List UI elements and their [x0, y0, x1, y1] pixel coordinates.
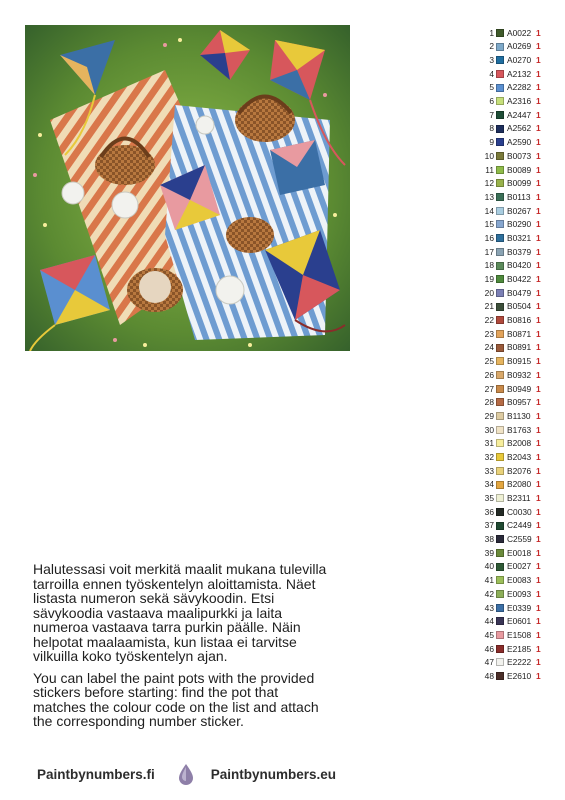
color-index: 37	[484, 520, 494, 531]
brand-eu: Paintbynumbers.eu	[210, 766, 337, 782]
color-quantity: 1	[536, 164, 541, 175]
color-swatch	[496, 549, 504, 557]
color-index: 44	[484, 616, 494, 627]
color-code: C2559	[507, 534, 532, 545]
color-row	[478, 560, 560, 574]
color-index: 32	[484, 451, 494, 462]
color-row	[478, 286, 560, 300]
color-row	[478, 163, 560, 177]
color-quantity: 1	[536, 109, 541, 120]
color-code: A0022	[507, 27, 532, 38]
color-row	[478, 218, 560, 232]
color-quantity: 1	[536, 301, 541, 312]
color-index: 22	[484, 315, 494, 326]
color-code: B1130	[507, 410, 531, 421]
color-row	[478, 53, 560, 67]
color-code: A2132	[507, 68, 532, 79]
color-index: 1	[489, 27, 494, 38]
color-row	[478, 546, 560, 560]
color-swatch	[496, 604, 504, 612]
color-row	[478, 601, 560, 615]
color-quantity: 1	[536, 561, 541, 572]
color-row	[478, 437, 560, 451]
color-swatch	[496, 29, 504, 37]
color-quantity: 1	[536, 232, 541, 243]
color-swatch	[496, 84, 504, 92]
color-quantity: 1	[536, 55, 541, 66]
color-quantity: 1	[536, 534, 541, 545]
color-code: E2222	[507, 657, 532, 668]
color-swatch	[496, 467, 504, 475]
color-quantity: 1	[536, 287, 541, 298]
color-code: B0099	[507, 178, 532, 189]
color-quantity: 1	[536, 137, 541, 148]
color-quantity: 1	[536, 205, 541, 216]
color-index: 25	[484, 356, 494, 367]
color-swatch	[496, 97, 504, 105]
color-row	[478, 81, 560, 95]
color-code: B0504	[507, 301, 532, 312]
color-index: 6	[489, 96, 494, 107]
color-swatch	[496, 125, 504, 133]
color-swatch	[496, 672, 504, 680]
color-row	[478, 94, 560, 108]
color-code: B0957	[507, 397, 532, 408]
color-code: B0871	[507, 328, 532, 339]
color-index: 14	[484, 205, 494, 216]
color-row	[478, 656, 560, 670]
color-row	[478, 40, 560, 54]
color-quantity: 1	[536, 41, 541, 52]
color-code: B0089	[507, 164, 532, 175]
color-row	[478, 478, 560, 492]
color-row	[478, 628, 560, 642]
color-index: 38	[484, 534, 494, 545]
color-row	[478, 177, 560, 191]
color-index: 4	[489, 68, 494, 79]
color-code: E0339	[507, 602, 532, 613]
color-swatch	[496, 344, 504, 352]
color-row	[478, 464, 560, 478]
color-quantity: 1	[536, 315, 541, 326]
color-code: E0027	[507, 561, 532, 572]
color-swatch	[496, 111, 504, 119]
color-index: 28	[484, 397, 494, 408]
color-swatch	[496, 385, 504, 393]
color-row	[478, 272, 560, 286]
color-index: 42	[484, 588, 494, 599]
color-quantity: 1	[536, 150, 541, 161]
color-index: 5	[489, 82, 494, 93]
color-index: 36	[484, 506, 494, 517]
color-index: 29	[484, 410, 494, 421]
color-swatch	[496, 617, 504, 625]
color-swatch	[496, 152, 504, 160]
color-swatch	[496, 481, 504, 489]
color-swatch	[496, 289, 504, 297]
color-swatch	[496, 398, 504, 406]
color-quantity: 1	[536, 383, 541, 394]
color-row	[478, 67, 560, 81]
color-code: B2080	[507, 479, 532, 490]
picnic-artwork	[25, 25, 350, 351]
color-quantity: 1	[536, 82, 541, 93]
color-quantity: 1	[536, 602, 541, 613]
color-quantity: 1	[536, 670, 541, 681]
color-index: 3	[489, 55, 494, 66]
color-index: 8	[489, 123, 494, 134]
color-row	[478, 587, 560, 601]
color-swatch	[496, 453, 504, 461]
color-row	[478, 355, 560, 369]
instructions	[33, 562, 333, 736]
color-index: 13	[484, 191, 494, 202]
color-quantity: 1	[536, 342, 541, 353]
color-row	[478, 300, 560, 314]
color-quantity: 1	[536, 438, 541, 449]
color-swatch	[496, 535, 504, 543]
color-swatch	[496, 563, 504, 571]
color-quantity: 1	[536, 493, 541, 504]
color-code: C2449	[507, 520, 532, 531]
color-code: B0267	[507, 205, 532, 216]
color-code: B0479	[507, 287, 532, 298]
color-code: B0816	[507, 315, 532, 326]
color-swatch	[496, 179, 504, 187]
color-code: B0113	[507, 191, 531, 202]
color-swatch	[496, 645, 504, 653]
color-index: 35	[484, 493, 494, 504]
color-quantity: 1	[536, 96, 541, 107]
color-swatch	[496, 412, 504, 420]
color-swatch	[496, 590, 504, 598]
color-index: 26	[484, 369, 494, 380]
color-code: B2311	[507, 493, 531, 504]
color-index: 11	[485, 164, 494, 175]
color-quantity: 1	[536, 246, 541, 257]
color-row	[478, 136, 560, 150]
color-code: B1763	[507, 424, 532, 435]
color-swatch	[496, 371, 504, 379]
color-code: E0018	[507, 547, 532, 558]
color-swatch	[496, 262, 504, 270]
color-swatch	[496, 70, 504, 78]
color-index: 16	[484, 232, 494, 243]
color-quantity: 1	[536, 397, 541, 408]
color-row	[478, 149, 560, 163]
color-code: B2008	[507, 438, 532, 449]
color-index: 47	[484, 657, 494, 668]
color-quantity: 1	[536, 191, 541, 202]
color-swatch	[496, 522, 504, 530]
color-index: 45	[484, 629, 494, 640]
color-index: 12	[484, 178, 494, 189]
color-swatch	[496, 303, 504, 311]
color-code: E0601	[507, 616, 532, 627]
color-code: E0083	[507, 575, 532, 586]
color-swatch	[496, 439, 504, 447]
color-index: 24	[484, 342, 494, 353]
color-row	[478, 396, 560, 410]
color-swatch	[496, 193, 504, 201]
color-swatch	[496, 316, 504, 324]
color-index: 46	[484, 643, 494, 654]
color-index: 30	[484, 424, 494, 435]
color-index: 23	[484, 328, 494, 339]
color-row	[478, 669, 560, 683]
color-quantity: 1	[536, 643, 541, 654]
color-swatch	[496, 508, 504, 516]
color-swatch	[496, 248, 504, 256]
color-swatch	[496, 631, 504, 639]
color-row	[478, 204, 560, 218]
color-code: B0891	[507, 342, 532, 353]
color-row	[478, 409, 560, 423]
color-swatch	[496, 166, 504, 174]
color-quantity: 1	[536, 629, 541, 640]
color-quantity: 1	[536, 575, 541, 586]
color-row	[478, 26, 560, 40]
color-row	[478, 491, 560, 505]
instructions-english: You can label the paint pots with the provided stickers before starting: find the pot that matches the colour code on the list and attach the corresponding number sticker.	[33, 669, 319, 729]
color-index: 39	[484, 547, 494, 558]
color-row	[478, 450, 560, 464]
color-quantity: 1	[536, 274, 541, 285]
color-code: B0422	[507, 274, 532, 285]
color-code: E2185	[507, 643, 532, 654]
color-index: 2	[489, 41, 494, 52]
artwork-image	[25, 25, 350, 351]
color-quantity: 1	[536, 410, 541, 421]
color-code: B0949	[507, 383, 532, 394]
color-swatch	[496, 275, 504, 283]
color-code: B2076	[507, 465, 532, 476]
color-swatch	[496, 330, 504, 338]
color-code: E0093	[507, 588, 532, 599]
color-quantity: 1	[536, 68, 541, 79]
color-code: B0915	[507, 356, 532, 367]
color-index: 33	[484, 465, 494, 476]
color-code: B0321	[507, 232, 532, 243]
instructions-finnish: Halutessasi voit merkitä maalit mukana tulevilla tarroilla ennen työskentelyn aloittamista. Näet listasta numeron sekä sävykoodin. Etsi sävykoodia vastaava maalipurkki ja laita numeroa vastaava tarra purkin päälle. Näin helpotat maalaamista, kun listaa ei tarvitse vilkuilla koko työskentelyn ajan.	[33, 561, 327, 664]
color-code: A2562	[507, 123, 532, 134]
color-quantity: 1	[536, 465, 541, 476]
color-code: B0932	[507, 369, 532, 380]
color-index: 21	[484, 301, 494, 312]
color-swatch	[496, 56, 504, 64]
color-row	[478, 423, 560, 437]
color-quantity: 1	[536, 506, 541, 517]
color-index: 15	[484, 219, 494, 230]
color-index: 9	[489, 137, 494, 148]
color-code: A2316	[507, 96, 532, 107]
color-code: B0290	[507, 219, 532, 230]
color-quantity: 1	[536, 123, 541, 134]
color-index: 43	[484, 602, 494, 613]
color-code: E1508	[507, 629, 532, 640]
color-swatch	[496, 43, 504, 51]
color-code: B0073	[507, 150, 532, 161]
color-row	[478, 108, 560, 122]
color-quantity: 1	[536, 479, 541, 490]
color-row	[478, 615, 560, 629]
color-quantity: 1	[536, 328, 541, 339]
color-quantity: 1	[536, 588, 541, 599]
color-row	[478, 382, 560, 396]
color-quantity: 1	[536, 369, 541, 380]
color-index: 48	[484, 670, 494, 681]
color-quantity: 1	[536, 424, 541, 435]
color-quantity: 1	[536, 219, 541, 230]
color-row	[478, 231, 560, 245]
color-index: 34	[484, 479, 494, 490]
color-swatch	[496, 138, 504, 146]
color-code: A2282	[507, 82, 532, 93]
color-quantity: 1	[536, 616, 541, 627]
color-swatch	[496, 220, 504, 228]
color-swatch	[496, 576, 504, 584]
color-index: 10	[484, 150, 494, 161]
color-row	[478, 519, 560, 533]
footer	[37, 763, 337, 785]
color-quantity: 1	[536, 356, 541, 367]
color-quantity: 1	[536, 657, 541, 668]
color-quantity: 1	[536, 260, 541, 271]
color-row	[478, 190, 560, 204]
color-code: B2043	[507, 451, 532, 462]
color-row	[478, 122, 560, 136]
color-row	[478, 245, 560, 259]
color-code: E2610	[507, 670, 532, 681]
color-row	[478, 532, 560, 546]
color-quantity: 1	[536, 27, 541, 38]
color-row	[478, 341, 560, 355]
color-list	[478, 26, 560, 683]
color-row	[478, 368, 560, 382]
color-swatch	[496, 426, 504, 434]
color-quantity: 1	[536, 178, 541, 189]
color-index: 31	[484, 438, 494, 449]
brand-fi: Paintbynumbers.fi	[37, 766, 155, 782]
color-quantity: 1	[536, 547, 541, 558]
color-swatch	[496, 494, 504, 502]
color-quantity: 1	[536, 520, 541, 531]
color-swatch	[496, 207, 504, 215]
color-code: C0030	[507, 506, 532, 517]
color-index: 41	[484, 575, 494, 586]
color-code: B0420	[507, 260, 532, 271]
color-code: A2590	[507, 137, 532, 148]
color-index: 20	[484, 287, 494, 298]
paint-drop-logo-icon	[177, 763, 195, 785]
color-index: 7	[489, 109, 494, 120]
color-swatch	[496, 357, 504, 365]
color-row	[478, 259, 560, 273]
color-index: 40	[484, 561, 494, 572]
color-swatch	[496, 658, 504, 666]
color-row	[478, 642, 560, 656]
color-index: 27	[484, 383, 494, 394]
color-code: A0269	[507, 41, 532, 52]
color-row	[478, 313, 560, 327]
color-index: 17	[484, 246, 494, 257]
color-index: 19	[484, 274, 494, 285]
color-row	[478, 574, 560, 588]
color-row	[478, 505, 560, 519]
color-swatch	[496, 234, 504, 242]
color-code: B0379	[507, 246, 532, 257]
color-quantity: 1	[536, 451, 541, 462]
color-code: A2447	[507, 109, 532, 120]
color-index: 18	[484, 260, 494, 271]
color-code: A0270	[507, 55, 532, 66]
color-row	[478, 327, 560, 341]
